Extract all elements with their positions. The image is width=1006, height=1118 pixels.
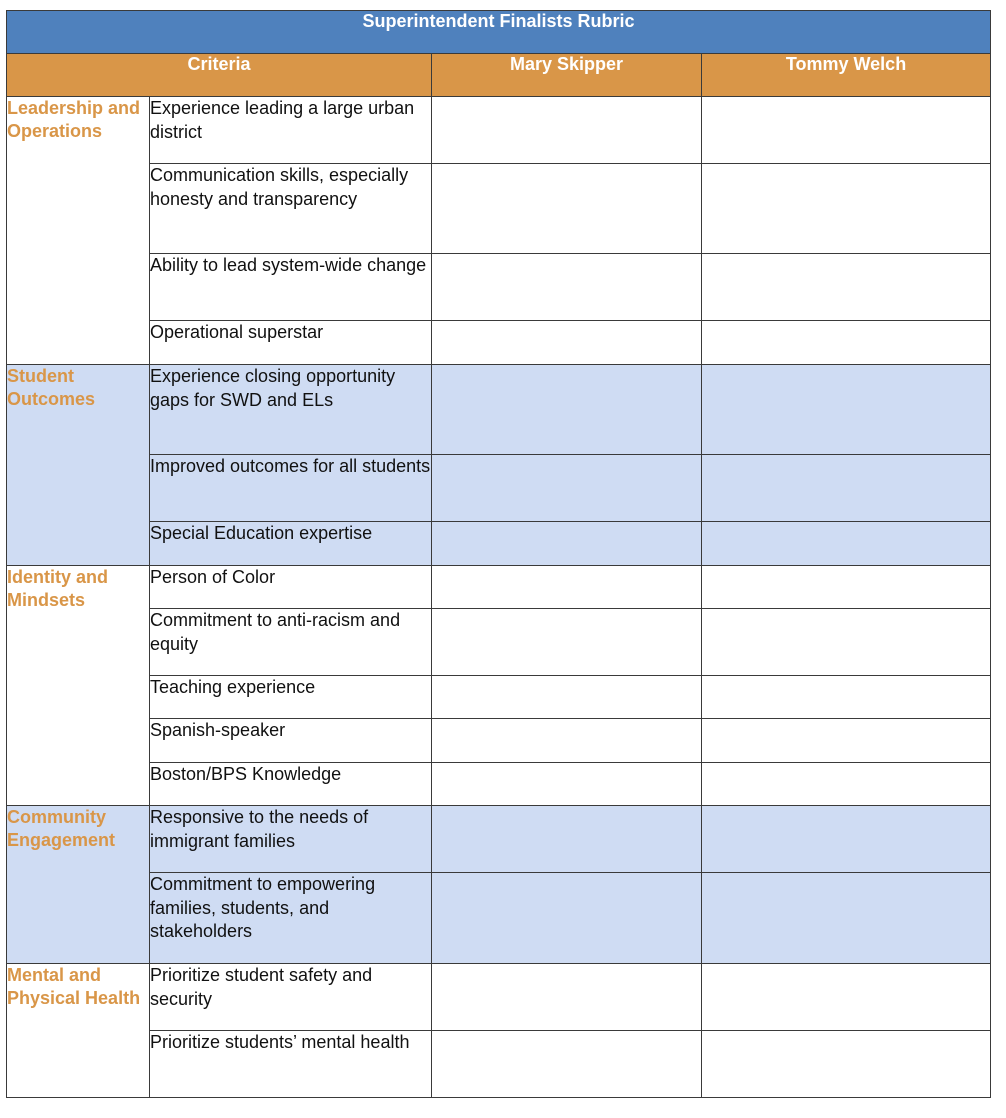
table-row xyxy=(7,964,991,1031)
score-cell-tommy-welch[interactable] xyxy=(702,321,991,365)
criterion-label: Commitment to anti-racism and equity xyxy=(150,609,432,676)
criteria-header: Criteria xyxy=(7,54,432,97)
category-community-engagement: Community Engagement xyxy=(7,806,150,964)
score-cell-mary-skipper[interactable] xyxy=(432,522,702,566)
score-cell-tommy-welch[interactable] xyxy=(702,806,991,873)
table-row xyxy=(7,873,991,964)
score-cell-tommy-welch[interactable] xyxy=(702,566,991,609)
candidate-header-tommy-welch: Tommy Welch xyxy=(702,54,991,97)
criterion-label: Teaching experience xyxy=(150,676,432,719)
score-cell-mary-skipper[interactable] xyxy=(432,365,702,455)
score-cell-mary-skipper[interactable] xyxy=(432,964,702,1031)
score-cell-mary-skipper[interactable] xyxy=(432,676,702,719)
criterion-label: Operational superstar xyxy=(150,321,432,365)
score-cell-tommy-welch[interactable] xyxy=(702,522,991,566)
category-identity-and-mindsets: Identity and Mindsets xyxy=(7,566,150,806)
score-cell-tommy-welch[interactable] xyxy=(702,873,991,964)
score-cell-mary-skipper[interactable] xyxy=(432,321,702,365)
table-row xyxy=(7,254,991,321)
score-cell-tommy-welch[interactable] xyxy=(702,164,991,254)
criterion-label: Experience leading a large urban district xyxy=(150,97,432,164)
rubric-title: Superintendent Finalists Rubric xyxy=(7,11,991,54)
criterion-label: Experience closing opportunity gaps for SWD and ELs xyxy=(150,365,432,455)
score-cell-mary-skipper[interactable] xyxy=(432,763,702,806)
table-row xyxy=(7,321,991,365)
score-cell-mary-skipper[interactable] xyxy=(432,609,702,676)
criterion-label: Improved outcomes for all students xyxy=(150,455,432,522)
criterion-label: Special Education expertise xyxy=(150,522,432,566)
table-row xyxy=(7,522,991,566)
table-row xyxy=(7,164,991,254)
candidate-header-mary-skipper: Mary Skipper xyxy=(432,54,702,97)
category-mental-and-physical-health: Mental and Physical Health xyxy=(7,964,150,1098)
score-cell-tommy-welch[interactable] xyxy=(702,609,991,676)
criterion-label: Person of Color xyxy=(150,566,432,609)
table-row xyxy=(7,97,991,164)
score-cell-mary-skipper[interactable] xyxy=(432,254,702,321)
score-cell-mary-skipper[interactable] xyxy=(432,455,702,522)
score-cell-mary-skipper[interactable] xyxy=(432,806,702,873)
criterion-label: Spanish-speaker xyxy=(150,719,432,763)
table-row xyxy=(7,676,991,719)
criterion-label: Communication skills, especially honesty and transparency xyxy=(150,164,432,254)
score-cell-mary-skipper[interactable] xyxy=(432,97,702,164)
score-cell-tommy-welch[interactable] xyxy=(702,455,991,522)
category-leadership-and-operations: Leadership and Operations xyxy=(7,97,150,365)
score-cell-tommy-welch[interactable] xyxy=(702,254,991,321)
score-cell-mary-skipper[interactable] xyxy=(432,566,702,609)
score-cell-mary-skipper[interactable] xyxy=(432,164,702,254)
table-row xyxy=(7,566,991,609)
rubric-table xyxy=(6,10,991,1098)
table-row xyxy=(7,609,991,676)
score-cell-tommy-welch[interactable] xyxy=(702,719,991,763)
criterion-label: Ability to lead system-wide change xyxy=(150,254,432,321)
score-cell-mary-skipper[interactable] xyxy=(432,719,702,763)
criterion-label: Responsive to the needs of immigrant families xyxy=(150,806,432,873)
score-cell-tommy-welch[interactable] xyxy=(702,1031,991,1098)
score-cell-tommy-welch[interactable] xyxy=(702,676,991,719)
score-cell-tommy-welch[interactable] xyxy=(702,365,991,455)
table-row xyxy=(7,365,991,455)
table-row xyxy=(7,763,991,806)
score-cell-tommy-welch[interactable] xyxy=(702,964,991,1031)
criterion-label: Commitment to empowering families, students, and stakeholders xyxy=(150,873,432,964)
score-cell-mary-skipper[interactable] xyxy=(432,873,702,964)
score-cell-mary-skipper[interactable] xyxy=(432,1031,702,1098)
criterion-label: Boston/BPS Knowledge xyxy=(150,763,432,806)
category-student-outcomes: Student Outcomes xyxy=(7,365,150,566)
criterion-label: Prioritize students’ mental health xyxy=(150,1031,432,1098)
table-row xyxy=(7,719,991,763)
table-row xyxy=(7,455,991,522)
table-row xyxy=(7,806,991,873)
score-cell-tommy-welch[interactable] xyxy=(702,97,991,164)
criterion-label: Prioritize student safety and security xyxy=(150,964,432,1031)
score-cell-tommy-welch[interactable] xyxy=(702,763,991,806)
table-row xyxy=(7,1031,991,1098)
